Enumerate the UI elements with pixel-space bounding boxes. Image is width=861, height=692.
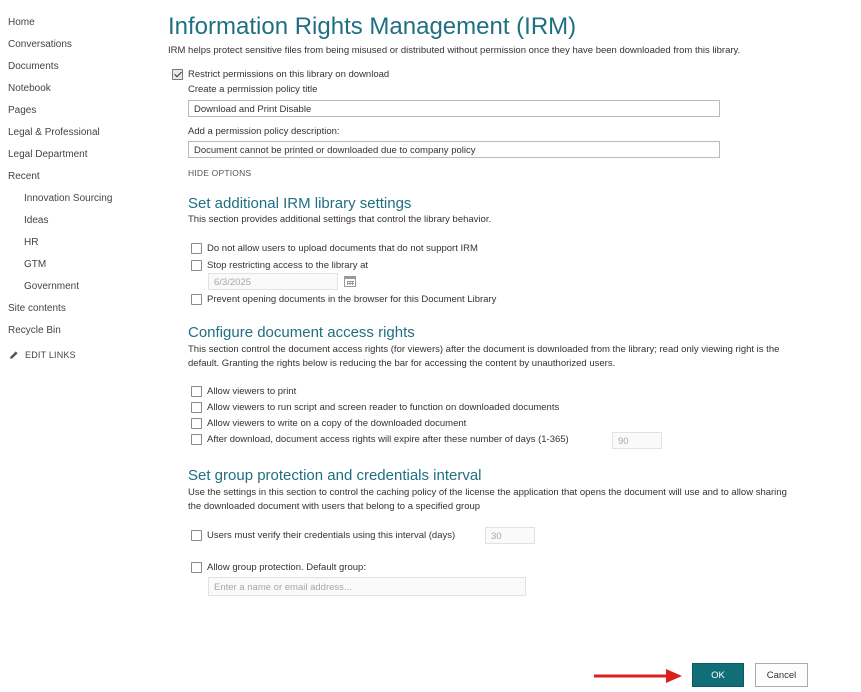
nav-items	[0, 12, 160, 342]
stop-restricting-label: Stop restricting access to the library at	[207, 260, 369, 271]
group-protection-heading: Set group protection and credentials interval	[188, 467, 482, 484]
cancel-button[interactable]: Cancel	[755, 663, 808, 687]
restrict-permissions-checkbox[interactable]	[172, 69, 183, 80]
prevent-browser-option[interactable]	[191, 294, 496, 305]
allow-write-checkbox[interactable]	[191, 418, 202, 429]
nav-item-innovation-sourcing[interactable]: Innovation Sourcing	[24, 193, 113, 204]
nav-item-legal-professional[interactable]: Legal & Professional	[8, 127, 100, 138]
nav-item-ideas[interactable]: Ideas	[24, 215, 49, 226]
policy-description-label: Add a permission policy description:	[188, 126, 340, 137]
stop-restricting-option[interactable]	[191, 260, 368, 271]
allow-script-option[interactable]	[191, 402, 559, 413]
pencil-icon	[9, 350, 19, 360]
policy-title-label: Create a permission policy title	[188, 84, 318, 95]
prevent-browser-checkbox[interactable]	[191, 294, 202, 305]
group-protection-checkbox[interactable]	[191, 562, 202, 573]
nav-item-legal-department[interactable]: Legal Department	[8, 149, 88, 160]
edit-links-label: EDIT LINKS	[25, 350, 76, 360]
nav-item-notebook[interactable]: Notebook	[8, 83, 51, 94]
hide-options-link[interactable]: HIDE OPTIONS	[188, 168, 252, 178]
restrict-permissions-label: Restrict permissions on this library on download	[188, 69, 390, 80]
rights-expire-checkbox[interactable]	[191, 434, 202, 445]
page-lead: IRM helps protect sensitive files from being misused or distributed without permission once they have been downloaded from this library.	[168, 45, 741, 56]
ok-button[interactable]: OK	[692, 663, 744, 687]
access-rights-heading: Configure document access rights	[188, 324, 415, 341]
disallow-upload-label: Do not allow users to upload documents that do not support IRM	[207, 243, 478, 254]
nav-item-pages[interactable]: Pages	[8, 105, 37, 116]
page-title: Information Rights Management (IRM)	[168, 13, 577, 40]
allow-print-option[interactable]	[191, 386, 296, 397]
verify-credentials-label: Users must verify their credentials using this interval (days)	[207, 530, 456, 541]
stop-restricting-date-input[interactable]: 6/3/2025	[208, 273, 338, 290]
verify-credentials-option[interactable]	[191, 530, 455, 541]
verify-credentials-checkbox[interactable]	[191, 530, 202, 541]
allow-write-label: Allow viewers to write on a copy of the downloaded document	[207, 418, 467, 429]
rights-expire-label: After download, document access rights will expire after these number of days (1-365)	[207, 434, 569, 445]
rights-expire-option[interactable]	[191, 434, 569, 445]
nav-item-site-contents[interactable]: Site contents	[8, 303, 66, 314]
nav-item-home[interactable]: Home	[8, 17, 35, 28]
group-protection-description: Use the settings in this section to control the caching policy of the license the application that opens the document will use and to allow sharing the downloaded document with users that belong to a specified group	[188, 487, 787, 512]
stop-restricting-checkbox[interactable]	[191, 260, 202, 271]
library-settings-heading: Set additional IRM library settings	[188, 195, 412, 212]
expire-days-input[interactable]: 90	[612, 432, 662, 449]
default-group-input[interactable]: Enter a name or email address...	[208, 577, 526, 596]
disallow-upload-option[interactable]	[191, 243, 478, 254]
nav-item-government[interactable]: Government	[24, 281, 80, 292]
access-rights-description: This section control the document access rights (for viewers) after the document is downloaded from the library; read only viewing right is the default. Granting the rights below is reducing the bar for accessing the content by unauthorized users.	[188, 344, 780, 369]
allow-print-checkbox[interactable]	[191, 386, 202, 397]
nav-item-conversations[interactable]: Conversations	[8, 39, 72, 50]
left-navigation	[0, 12, 160, 360]
calendar-icon[interactable]	[344, 276, 356, 287]
allow-write-option[interactable]	[191, 418, 466, 429]
group-protection-label: Allow group protection. Default group:	[207, 562, 366, 573]
red-arrow-icon	[592, 667, 684, 685]
prevent-browser-label: Prevent opening documents in the browser for this Document Library	[207, 294, 497, 305]
nav-item-hr[interactable]: HR	[24, 237, 39, 248]
restrict-permissions-option[interactable]	[172, 69, 389, 80]
verify-interval-input[interactable]: 30	[485, 527, 535, 544]
group-protection-option[interactable]	[191, 562, 366, 573]
library-settings-description: This section provides additional settings that control the library behavior.	[188, 214, 492, 225]
edit-links-button[interactable]	[0, 350, 160, 360]
allow-script-label: Allow viewers to run script and screen reader to function on downloaded documents	[207, 402, 560, 413]
allow-print-label: Allow viewers to print	[207, 386, 297, 397]
disallow-upload-checkbox[interactable]	[191, 243, 202, 254]
nav-item-gtm[interactable]: GTM	[24, 259, 47, 270]
policy-title-input[interactable]: Download and Print Disable	[188, 100, 720, 117]
nav-item-documents[interactable]: Documents	[8, 61, 59, 72]
policy-description-input[interactable]: Document cannot be printed or downloaded due to company policy	[188, 141, 720, 158]
irm-settings-panel	[168, 0, 848, 593]
nav-item-recent[interactable]: Recent	[8, 171, 40, 182]
nav-item-recycle-bin[interactable]: Recycle Bin	[8, 325, 61, 336]
allow-script-checkbox[interactable]	[191, 402, 202, 413]
